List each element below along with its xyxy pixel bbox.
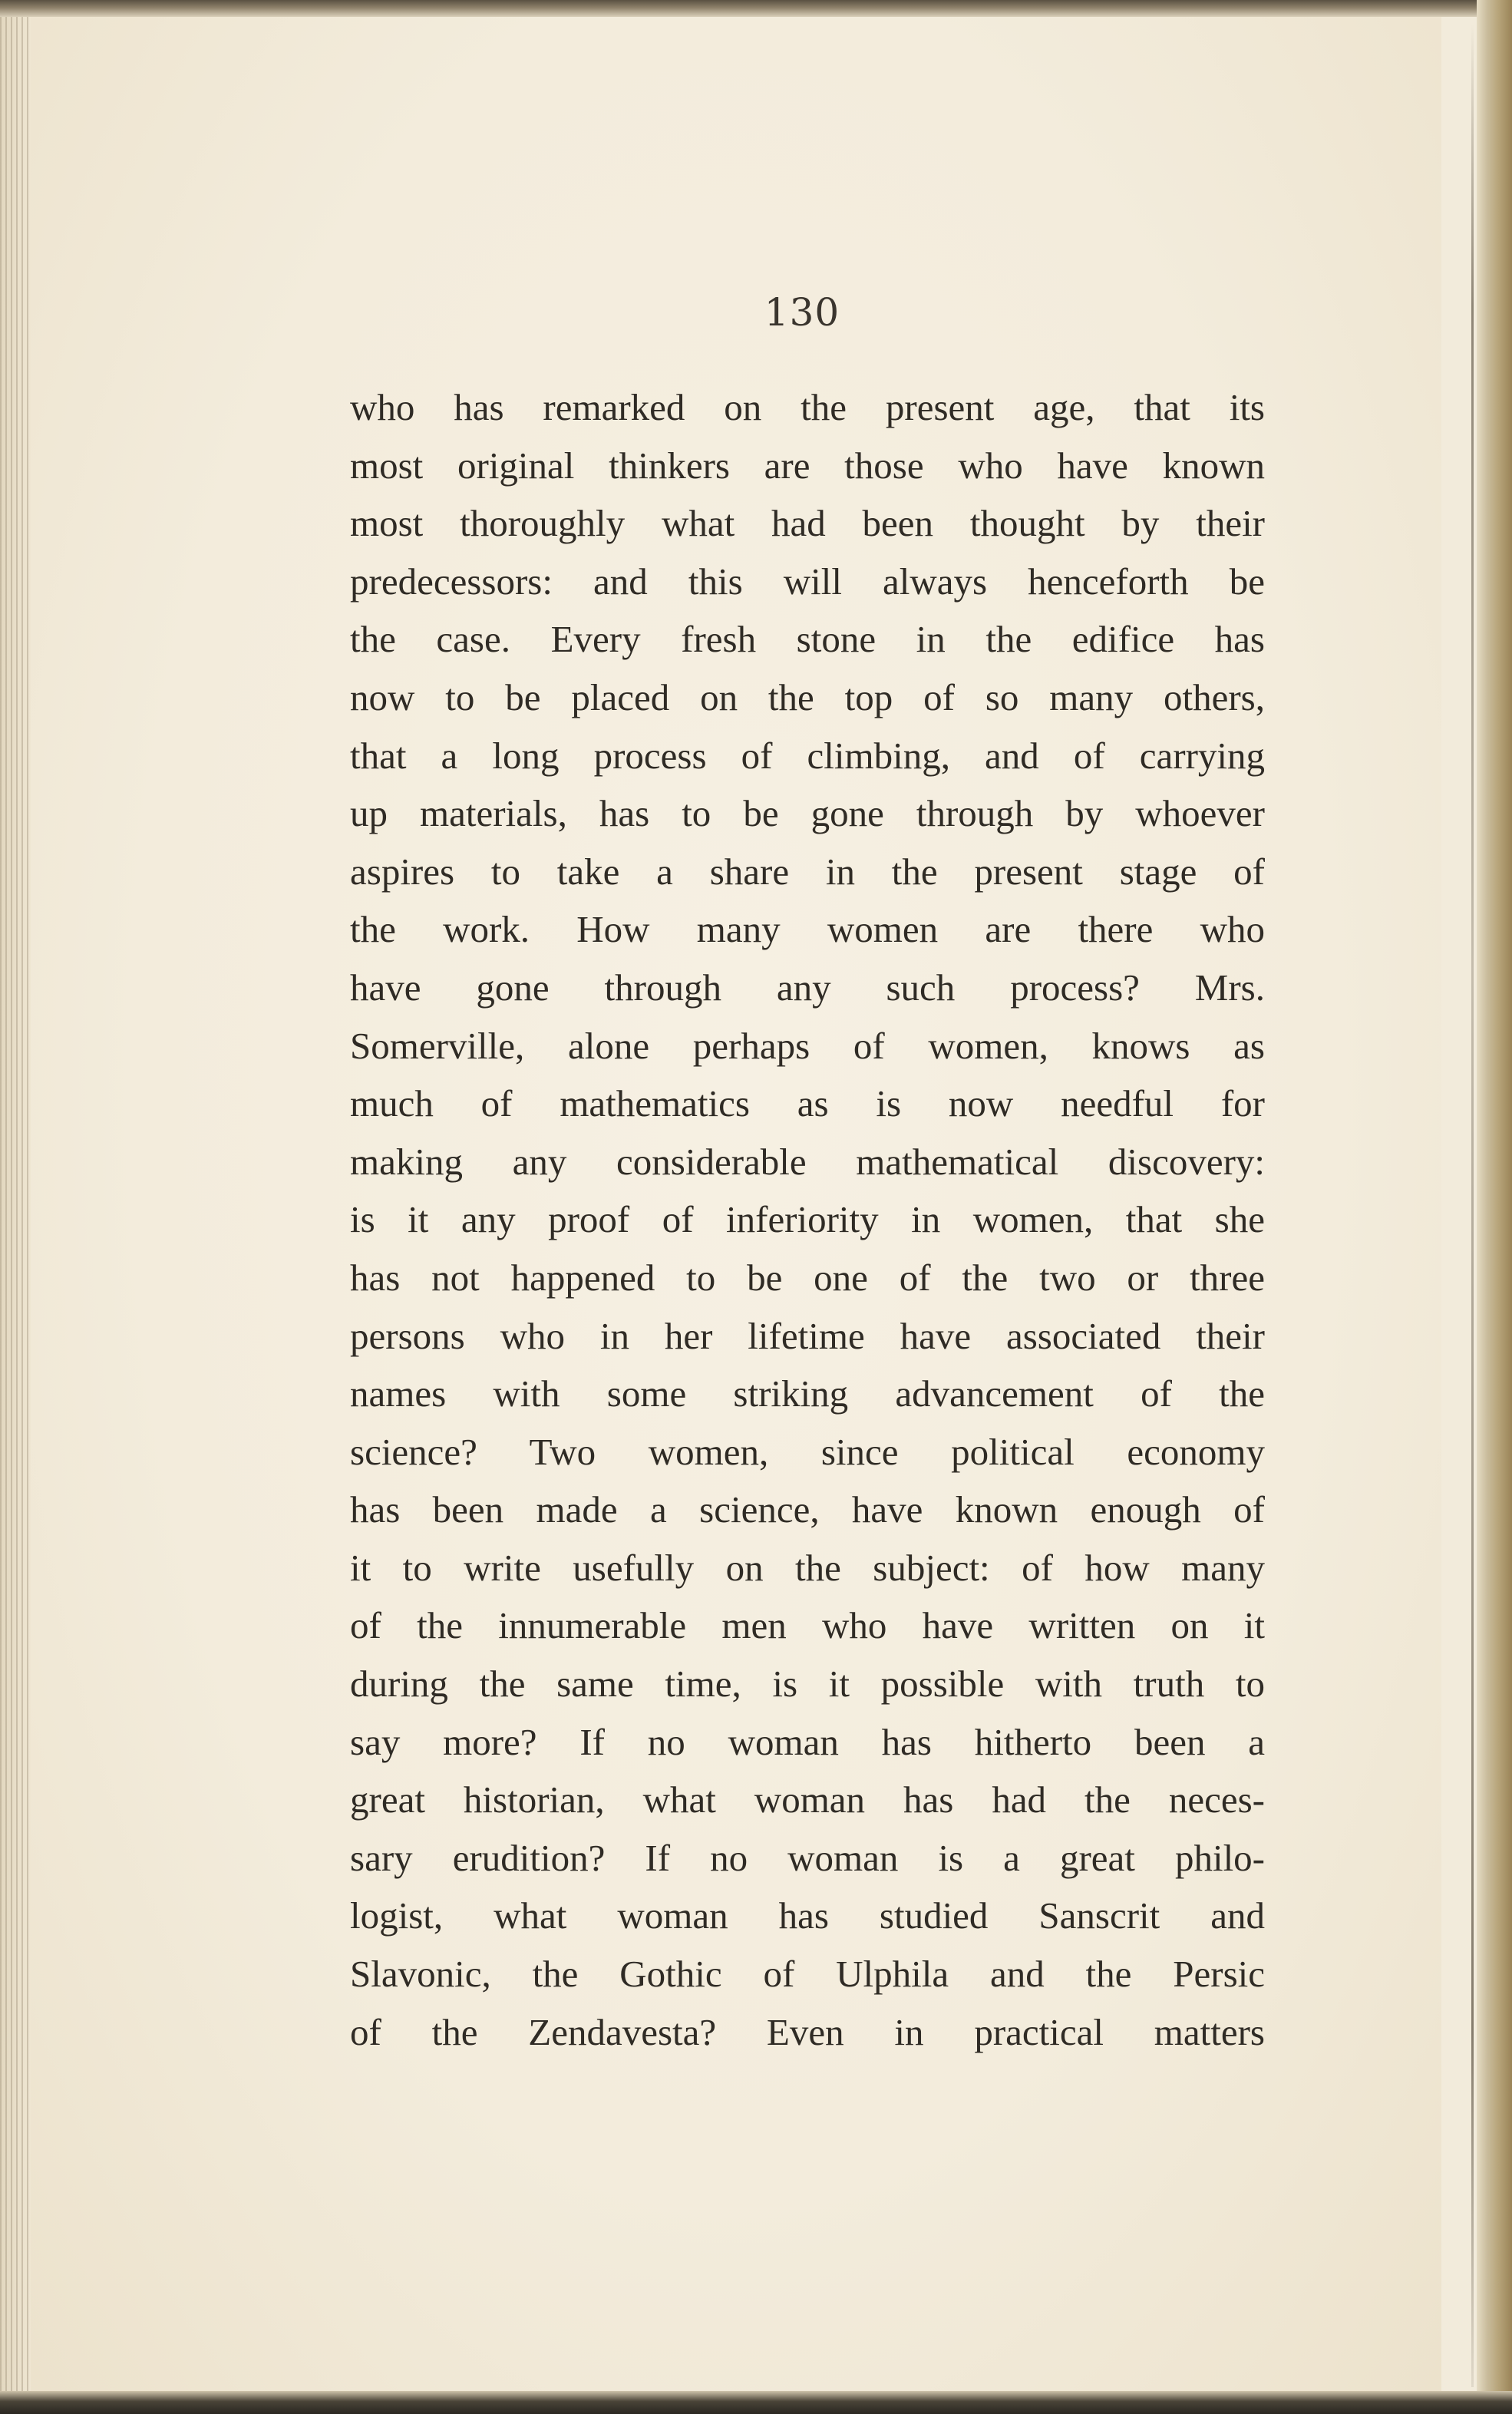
text-line: is it any proof of inferiority in women, that she	[350, 1198, 1265, 1241]
text-line: Slavonic, the Gothic of Ulphila and the Persic	[350, 1953, 1265, 1996]
text-line: aspires to take a share in the present stage of	[350, 850, 1265, 893]
text-line: names with some striking advancement of the	[350, 1372, 1265, 1415]
text-line: science? Two women, since political economy	[350, 1430, 1265, 1473]
text-line: predecessors: and this will always henceforth be	[350, 560, 1265, 603]
text-line: most original thinkers are those who have known	[350, 444, 1265, 487]
text-line: it to write usefully on the subject: of how many	[350, 1546, 1265, 1589]
text-line: who has remarked on the present age, that its	[350, 386, 1265, 428]
text-line: sary erudition? If no woman is a great philo-	[350, 1836, 1265, 1879]
text-line: of the innumerable men who have written on it	[350, 1604, 1265, 1647]
text-line: during the same time, is it possible with truth to	[350, 1663, 1265, 1706]
body-text	[350, 378, 1265, 2061]
text-line: great historian, what woman has had the neces-	[350, 1778, 1265, 1821]
text-line: much of mathematics as is now needful for	[350, 1082, 1265, 1125]
binding-bottom-edge	[0, 2391, 1512, 2414]
page-edge-shadow	[1471, 23, 1474, 2387]
text-line: have gone through any such process? Mrs.	[350, 966, 1265, 1009]
text-line: logist, what woman has studied Sanscrit and	[350, 1894, 1265, 1937]
text-line: that a long process of climbing, and of carrying	[350, 734, 1265, 777]
text-line: up materials, has to be gone through by whoever	[350, 792, 1265, 835]
text-line: persons who in her lifetime have associated their	[350, 1314, 1265, 1357]
text-line: the work. How many women are there who	[350, 908, 1265, 951]
text-line: making any considerable mathematical discovery:	[350, 1140, 1265, 1183]
page-edges-left	[0, 0, 31, 2414]
binding-top-edge	[0, 0, 1512, 17]
binding-right-edge	[1477, 0, 1512, 2414]
text-line: of the Zendavesta? Even in practical matters	[350, 2010, 1265, 2053]
text-line: has not happened to be one of the two or three	[350, 1256, 1265, 1299]
page-number: 130	[764, 290, 840, 335]
text-line: most thoroughly what had been thought by their	[350, 502, 1265, 545]
text-line: has been made a science, have known enough of	[350, 1488, 1265, 1531]
text-line: say more? If no woman has hitherto been a	[350, 1720, 1265, 1763]
text-line: Somerville, alone perhaps of women, knows as	[350, 1024, 1265, 1067]
text-line: now to be placed on the top of so many others,	[350, 675, 1265, 718]
text-line: the case. Every fresh stone in the edifice has	[350, 618, 1265, 661]
